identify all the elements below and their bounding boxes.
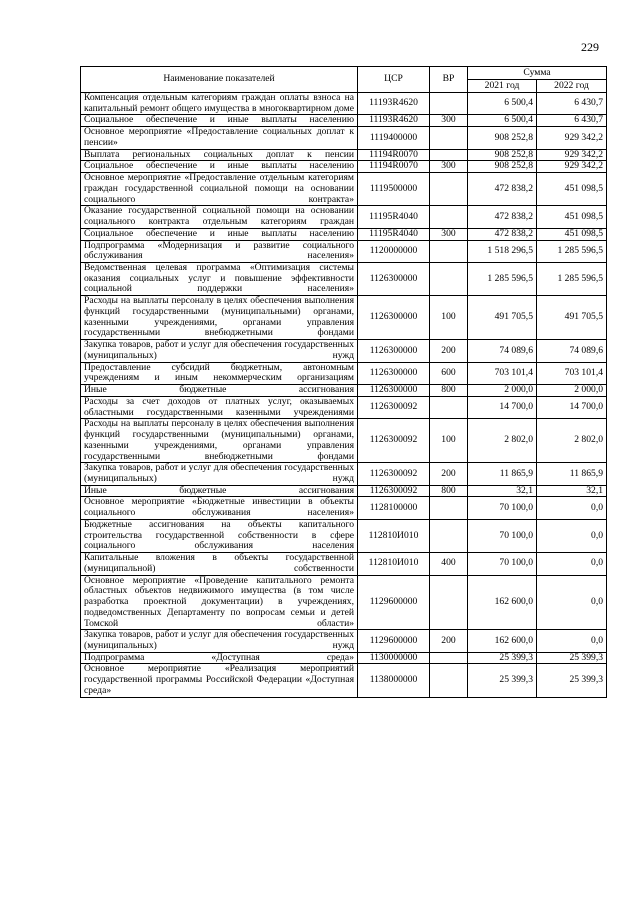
row-sum-2022: 2 802,0	[537, 419, 607, 463]
row-sum-2022: 11 865,9	[537, 463, 607, 485]
row-csr: 1126300092	[358, 396, 430, 418]
row-sum-2022: 25 399,3	[537, 664, 607, 697]
row-csr: 1126300000	[358, 385, 430, 397]
table-row	[81, 485, 607, 497]
row-csr: 11195R4040	[358, 228, 430, 240]
row-vr: 300	[430, 161, 468, 173]
row-sum-2022: 451 098,5	[537, 228, 607, 240]
table-row	[81, 127, 607, 149]
row-sum-2022: 451 098,5	[537, 206, 607, 228]
table-row	[81, 161, 607, 173]
table-row	[81, 340, 607, 362]
row-name: Компенсация отдельным категориям граждан оплаты взноса на капитальный ремонт общего имущества в многоквартирном доме	[81, 93, 358, 115]
row-sum-2022: 1 285 596,5	[537, 240, 607, 262]
row-vr: 300	[430, 115, 468, 127]
row-sum-2022: 25 399,3	[537, 652, 607, 664]
row-csr: 1129600000	[358, 575, 430, 630]
row-name: Расходы на выплаты персоналу в целях обеспечения выполнения функций государственными (муниципальными) органами, казенными учреждениями, органами управления государственными внебюджетными фондами	[81, 296, 358, 340]
row-csr: 1126300092	[358, 463, 430, 485]
row-vr	[430, 173, 468, 206]
header-vr: ВР	[430, 67, 468, 93]
table-row	[81, 206, 607, 228]
row-name: Основное мероприятие «Проведение капитального ремонта областных объектов недвижимого имущества (в том числе разработка проектной документации) в учреждениях, подведомственных Департаменту по вопросам семьи и детей Томской области»	[81, 575, 358, 630]
row-csr: 11193R4620	[358, 115, 430, 127]
row-vr	[430, 664, 468, 697]
row-name: Оказание государственной социальной помощи на основании социального контракта отдельным категориям граждан	[81, 206, 358, 228]
row-csr: 1126300092	[358, 485, 430, 497]
row-sum-2021: 908 252,8	[468, 149, 537, 161]
row-name: Закупка товаров, работ и услуг для обеспечения государственных (муниципальных) нужд	[81, 630, 358, 652]
row-csr: 1126300000	[358, 340, 430, 362]
row-vr: 800	[430, 485, 468, 497]
row-sum-2022: 929 342,2	[537, 161, 607, 173]
row-sum-2021: 2 000,0	[468, 385, 537, 397]
table-row	[81, 497, 607, 519]
row-name: Расходы за счет доходов от платных услуг, оказываемых областными государственными казенными учреждениями	[81, 396, 358, 418]
header-sum: Сумма	[468, 67, 607, 80]
table-row	[81, 240, 607, 262]
row-name: Социальное обеспечение и иные выплаты населению	[81, 115, 358, 127]
table-row	[81, 385, 607, 397]
table-row	[81, 652, 607, 664]
table-row	[81, 519, 607, 552]
row-sum-2022: 6 430,7	[537, 115, 607, 127]
row-vr	[430, 93, 468, 115]
row-sum-2021: 472 838,2	[468, 228, 537, 240]
row-sum-2022: 2 000,0	[537, 385, 607, 397]
row-name: Закупка товаров, работ и услуг для обеспечения государственных (муниципальных) нужд	[81, 463, 358, 485]
row-name: Иные бюджетные ассигнования	[81, 485, 358, 497]
row-sum-2021: 2 802,0	[468, 419, 537, 463]
row-sum-2022: 929 342,2	[537, 127, 607, 149]
row-vr: 100	[430, 296, 468, 340]
header-name: Наименование показателей	[81, 67, 358, 93]
row-sum-2022: 0,0	[537, 630, 607, 652]
row-csr: 1130000000	[358, 652, 430, 664]
row-sum-2022: 14 700,0	[537, 396, 607, 418]
row-sum-2021: 472 838,2	[468, 173, 537, 206]
row-sum-2021: 70 100,0	[468, 519, 537, 552]
row-sum-2021: 162 600,0	[468, 630, 537, 652]
row-sum-2021: 25 399,3	[468, 652, 537, 664]
row-name: Расходы на выплаты персоналу в целях обеспечения выполнения функций государственными (муниципальными) органами, казенными учреждениями, органами управления государственными внебюджетными фондами	[81, 419, 358, 463]
row-vr: 800	[430, 385, 468, 397]
table-row	[81, 553, 607, 575]
row-sum-2022: 0,0	[537, 553, 607, 575]
table-row	[81, 396, 607, 418]
row-name: Ведомственная целевая программа «Оптимизация системы оказания социальных услуг и повышение эффективности социальной поддержки населения»	[81, 263, 358, 296]
row-name: Основное мероприятие «Предоставление социальных доплат к пенсии»	[81, 127, 358, 149]
row-csr: 1119400000	[358, 127, 430, 149]
header-csr: ЦСР	[358, 67, 430, 93]
row-csr: 11194R0070	[358, 161, 430, 173]
row-csr: 112810И010	[358, 519, 430, 552]
row-vr	[430, 575, 468, 630]
row-sum-2021: 74 089,6	[468, 340, 537, 362]
row-name: Подпрограмма «Модернизация и развитие социального обслуживания населения»	[81, 240, 358, 262]
row-sum-2022: 491 705,5	[537, 296, 607, 340]
row-name: Подпрограмма «Доступная среда»	[81, 652, 358, 664]
row-name: Бюджетные ассигнования на объекты капитального строительства государственной собственности в сфере социального обслуживания населения	[81, 519, 358, 552]
row-sum-2022: 32,1	[537, 485, 607, 497]
row-vr	[430, 652, 468, 664]
row-sum-2021: 11 865,9	[468, 463, 537, 485]
row-sum-2021: 908 252,8	[468, 161, 537, 173]
row-vr	[430, 206, 468, 228]
row-sum-2021: 70 100,0	[468, 497, 537, 519]
row-csr: 112810И010	[358, 553, 430, 575]
row-csr: 11194R0070	[358, 149, 430, 161]
table-row	[81, 362, 607, 384]
table-row	[81, 93, 607, 115]
row-name: Выплата региональных социальных доплат к пенсии	[81, 149, 358, 161]
row-csr: 1129600000	[358, 630, 430, 652]
row-sum-2022: 0,0	[537, 497, 607, 519]
row-vr: 200	[430, 340, 468, 362]
row-name: Капитальные вложения в объекты государственной (муниципальной) собственности	[81, 553, 358, 575]
row-vr: 600	[430, 362, 468, 384]
table-body	[81, 93, 607, 698]
budget-table	[80, 66, 607, 698]
table-row	[81, 664, 607, 697]
row-sum-2021: 14 700,0	[468, 396, 537, 418]
row-sum-2021: 1 285 596,5	[468, 263, 537, 296]
header-year-2021: 2021 год	[468, 80, 537, 93]
table-row	[81, 263, 607, 296]
row-sum-2021: 6 500,4	[468, 115, 537, 127]
row-sum-2021: 1 518 296,5	[468, 240, 537, 262]
row-name: Закупка товаров, работ и услуг для обеспечения государственных (муниципальных) нужд	[81, 340, 358, 362]
row-name: Основное мероприятие «Реализация мероприятий государственной программы Российской Федерации «Доступная среда»	[81, 664, 358, 697]
table-row	[81, 630, 607, 652]
row-vr: 200	[430, 630, 468, 652]
row-csr: 1126300000	[358, 296, 430, 340]
row-sum-2022: 6 430,7	[537, 93, 607, 115]
row-sum-2022: 929 342,2	[537, 149, 607, 161]
table-row	[81, 115, 607, 127]
row-sum-2021: 908 252,8	[468, 127, 537, 149]
row-sum-2021: 6 500,4	[468, 93, 537, 115]
table-row	[81, 296, 607, 340]
row-vr	[430, 240, 468, 262]
row-vr	[430, 149, 468, 161]
row-csr: 1126300000	[358, 263, 430, 296]
row-csr: 11195R4040	[358, 206, 430, 228]
row-vr	[430, 127, 468, 149]
row-name: Социальное обеспечение и иные выплаты населению	[81, 161, 358, 173]
table-row	[81, 228, 607, 240]
row-vr: 200	[430, 463, 468, 485]
table-row	[81, 173, 607, 206]
header-year-2022: 2022 год	[537, 80, 607, 93]
row-vr	[430, 519, 468, 552]
row-vr: 300	[430, 228, 468, 240]
row-sum-2021: 70 100,0	[468, 553, 537, 575]
table-row	[81, 149, 607, 161]
row-sum-2022: 74 089,6	[537, 340, 607, 362]
row-sum-2021: 32,1	[468, 485, 537, 497]
row-sum-2021: 472 838,2	[468, 206, 537, 228]
row-name: Основное мероприятие «Предоставление отдельным категориям граждан государственной социальной помощи на основании социального контракта»	[81, 173, 358, 206]
row-sum-2022: 703 101,4	[537, 362, 607, 384]
row-sum-2021: 25 399,3	[468, 664, 537, 697]
row-sum-2022: 1 285 596,5	[537, 263, 607, 296]
row-csr: 1138000000	[358, 664, 430, 697]
row-name: Социальное обеспечение и иные выплаты населению	[81, 228, 358, 240]
row-csr: 1119500000	[358, 173, 430, 206]
row-name: Предоставление субсидий бюджетным, автономным учреждениям и иным некоммерческим организациям	[81, 362, 358, 384]
row-csr: 1120000000	[358, 240, 430, 262]
row-vr	[430, 497, 468, 519]
table-row	[81, 419, 607, 463]
row-vr	[430, 396, 468, 418]
page-number: 229	[581, 40, 599, 54]
row-sum-2022: 0,0	[537, 575, 607, 630]
row-sum-2022: 0,0	[537, 519, 607, 552]
row-csr: 1126300000	[358, 362, 430, 384]
row-vr	[430, 263, 468, 296]
row-sum-2022: 451 098,5	[537, 173, 607, 206]
row-name: Иные бюджетные ассигнования	[81, 385, 358, 397]
row-sum-2021: 162 600,0	[468, 575, 537, 630]
row-sum-2021: 491 705,5	[468, 296, 537, 340]
row-vr: 400	[430, 553, 468, 575]
row-name: Основное мероприятие «Бюджетные инвестиции в объекты социального обслуживания населения»	[81, 497, 358, 519]
table-row	[81, 463, 607, 485]
row-csr: 1126300092	[358, 419, 430, 463]
row-sum-2021: 703 101,4	[468, 362, 537, 384]
row-csr: 1128100000	[358, 497, 430, 519]
table-row	[81, 575, 607, 630]
row-csr: 11193R4620	[358, 93, 430, 115]
row-vr: 100	[430, 419, 468, 463]
